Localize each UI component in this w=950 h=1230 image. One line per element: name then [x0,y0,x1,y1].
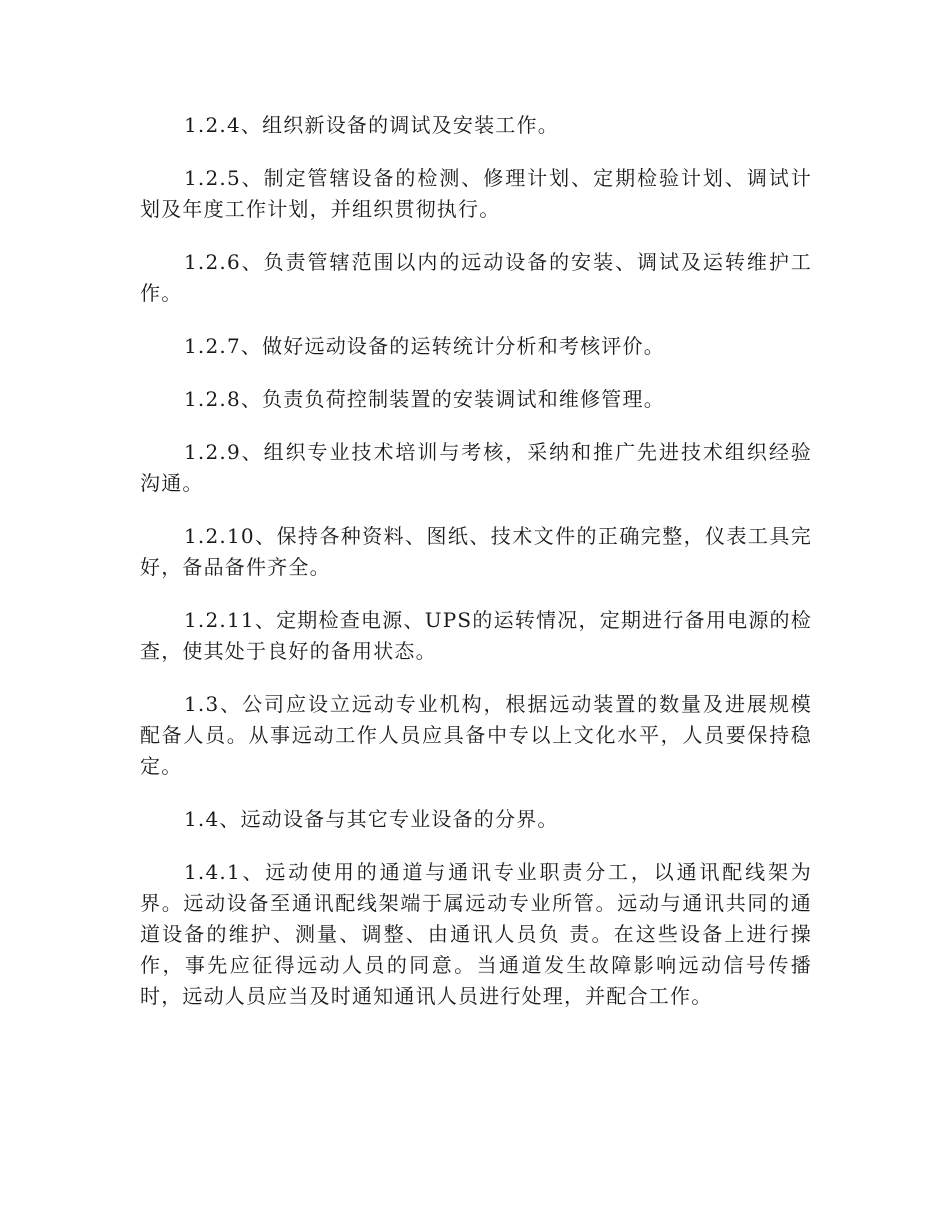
paragraph-1-4: 1.4、远动设备与其它专业设备的分界。 [184,807,559,831]
paragraph-1-4-1: 1.4.1、远动使用的通道与通讯专业职责分工，以通讯配线架为界。远动设备至通讯配线架端于属远动专业所管。远动与通讯共同的通道设备的维护、测量、调整、由通讯人员负 责。在这些设备上进行操作，事先应征得远动人员的同意。当通道发生故障影响远动信号传播时，远动人员应当及时通知通讯人员进行处理，并配合工作。 [140,860,812,1008]
paragraph-1-2-5: 1.2.5、制定管辖设备的检测、修理计划、定期检验计划、调试计划及年度工作计划，并组织贯彻执行。 [140,166,812,221]
paragraph-1-2-4: 1.2.4、组织新设备的调试及安装工作。 [184,113,559,137]
paragraph-1-2-10: 1.2.10、保持各种资料、图纸、技术文件的正确完整，仪表工具完好，备品备件齐全。 [140,524,812,579]
paragraph-1-2-8: 1.2.8、负责负荷控制装置的安装调试和维修管理。 [184,387,665,411]
paragraph-1-2-9: 1.2.9、组织专业技术培训与考核，采纳和推广先进技术组织经验沟通。 [140,440,812,495]
paragraph-1-2-7: 1.2.7、做好远动设备的运转统计分析和考核评价。 [184,334,665,358]
paragraph-1-3: 1.3、公司应设立远动专业机构，根据远动装置的数量及进展规模配备人员。从事远动工作人员应具备中专以上文化水平，人员要保持稳定。 [140,692,812,778]
document-body [140,110,812,1034]
paragraph-1-2-6: 1.2.6、负责管辖范围以内的远动设备的安装、调试及运转维护工作。 [140,250,812,305]
paragraph-1-2-11: 1.2.11、定期检查电源、UPS的运转情况，定期进行备用电源的检查，使其处于良好的备用状态。 [140,608,812,663]
